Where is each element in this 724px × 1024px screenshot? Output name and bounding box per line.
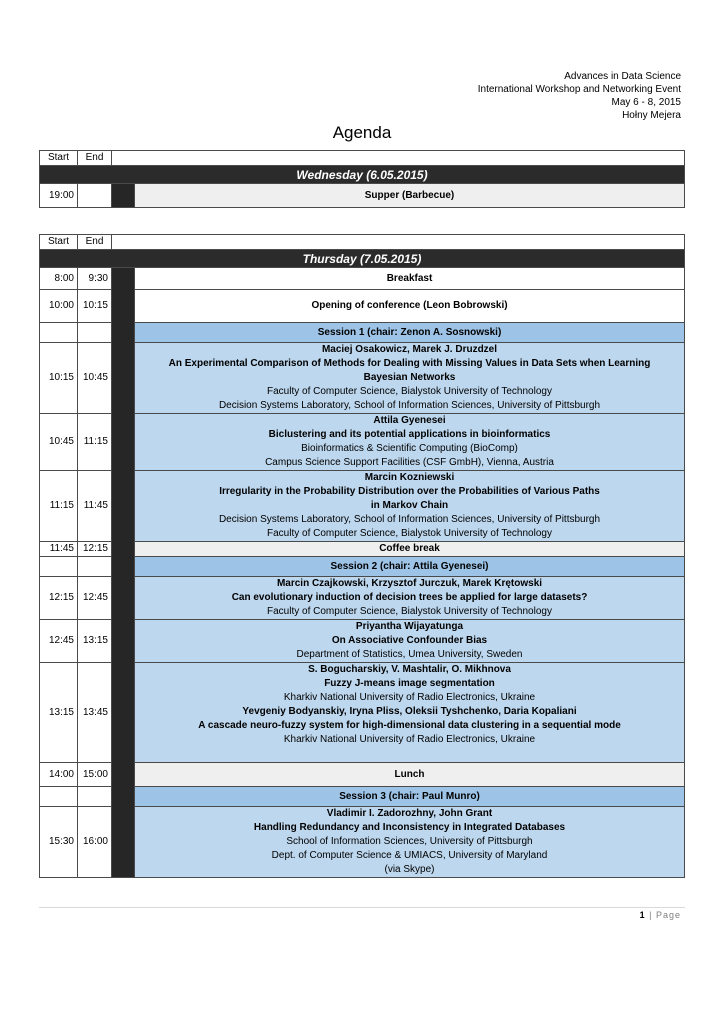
- page-label: Page: [655, 910, 681, 920]
- table-row: 13:15 13:45 S. Bogucharskiy, V. Mashtalir, O. Mikhnova Fuzzy J-means image segmentation Kharkiv National University of Radio Electronics, Ukraine Yevgeniy Bodyanskiy, Iryna Pliss, Oleksii Tyshchenko, Daria Kopaliani A cascade neuro-fuzzy system for high-dimensional data clustering in a sequential mode Kharkiv National University of Radio Electronics, Ukraine: [40, 663, 685, 763]
- talk-cell: Attila Gyenesei Biclustering and its potential applications in bioinformatics Bioinformatics & Scientific Computing (BioComp) Campus Science Support Facilities (CSF GmbH), Vienna, Austria: [135, 414, 685, 471]
- col-end-header: End: [78, 235, 112, 250]
- col-start-header: Start: [40, 235, 78, 250]
- thursday-table: [39, 234, 685, 878]
- session-header: Session 3 (chair: Paul Munro): [40, 787, 685, 807]
- table-row: 15:30 16:00 Vladimir I. Zadorozhny, John Grant Handling Redundancy and Inconsistency in Integrated Databases School of Information Sciences, University of Pittsburgh Dept. of Computer Science & UMIACS, University of Maryland (via Skype): [40, 807, 685, 878]
- table-row: 14:00 15:00 Lunch: [40, 763, 685, 787]
- day-header-thursday: Thursday (7.05.2015): [40, 250, 685, 268]
- table-row: 10:15 10:45 Maciej Osakowicz, Marek J. Druzdzel An Experimental Comparison of Methods for Dealing with Missing Values in Data Sets when Learning Bayesian Networks Faculty of Computer Science, Bialystok University of Technology Decision Systems Laboratory, School of Information Sciences, University of Pittsburgh: [40, 343, 685, 414]
- col-end-header: End: [78, 151, 112, 166]
- table-row: 12:45 13:15 Priyantha Wijayatunga On Associative Confounder Bias Department of Statistics, Umea University, Sweden: [40, 620, 685, 663]
- event-name: Advances in Data Science: [564, 71, 681, 82]
- event-header: [478, 70, 681, 122]
- wednesday-table: [39, 150, 685, 208]
- footer-separator: |: [645, 910, 656, 920]
- col-start-header: Start: [40, 151, 78, 166]
- session-header: Session 1 (chair: Zenon A. Sosnowski): [40, 323, 685, 343]
- table-row: 11:15 11:45 Marcin Kozniewski Irregularity in the Probability Distribution over the Probabilities of Various Paths in Markov Chain Decision Systems Laboratory, School of Information Sciences, University of Pittsburgh Faculty of Computer Science, Bialystok University of Technology: [40, 471, 685, 542]
- table-row: 12:15 12:45 Marcin Czajkowski, Krzysztof Jurczuk, Marek Krętowski Can evolutionary induction of decision trees be applied for large datasets? Faculty of Computer Science, Bialystok University of Technology: [40, 577, 685, 620]
- talk-cell: Marcin Kozniewski Irregularity in the Probability Distribution over the Probabilities of Various Paths in Markov Chain Decision Systems Laboratory, School of Information Sciences, University of Pittsburgh Faculty of Computer Science, Bialystok University of Technology: [135, 471, 685, 542]
- table-row: 10:45 11:15 Attila Gyenesei Biclustering and its potential applications in bioinformatics Bioinformatics & Scientific Computing (BioComp) Campus Science Support Facilities (CSF GmbH), Vienna, Austria: [40, 414, 685, 471]
- table-row: 19:00 Supper (Barbecue): [40, 184, 685, 208]
- session-header: Session 2 (chair: Attila Gyenesei): [40, 557, 685, 577]
- day-header-wednesday: Wednesday (6.05.2015): [40, 166, 685, 184]
- talk-cell: Marcin Czajkowski, Krzysztof Jurczuk, Marek Krętowski Can evolutionary induction of decision trees be applied for large datasets? Faculty of Computer Science, Bialystok University of Technology: [135, 577, 685, 620]
- talk-cell: S. Bogucharskiy, V. Mashtalir, O. Mikhnova Fuzzy J-means image segmentation Kharkiv National University of Radio Electronics, Ukraine Yevgeniy Bodyanskiy, Iryna Pliss, Oleksii Tyshchenko, Daria Kopaliani A cascade neuro-fuzzy system for high-dimensional data clustering in a sequential mode Kharkiv National University of Radio Electronics, Ukraine: [135, 663, 685, 763]
- page-title: Agenda: [332, 123, 392, 142]
- event-dates: May 6 - 8, 2015: [611, 97, 681, 108]
- event-subtitle: International Workshop and Networking Event: [477, 84, 681, 95]
- talk-cell: Maciej Osakowicz, Marek J. Druzdzel An Experimental Comparison of Methods for Dealing with Missing Values in Data Sets when Learning Bayesian Networks Faculty of Computer Science, Bialystok University of Technology Decision Systems Laboratory, School of Information Sciences, University of Pittsburgh: [135, 343, 685, 414]
- talk-cell: Vladimir I. Zadorozhny, John Grant Handling Redundancy and Inconsistency in Integrated Databases School of Information Sciences, University of Pittsburgh Dept. of Computer Science & UMIACS, University of Maryland (via Skype): [135, 807, 685, 878]
- table-row: 10:00 10:15 Opening of conference (Leon Bobrowski): [40, 290, 685, 323]
- event-location: Hołny Mejera: [622, 110, 681, 121]
- talk-cell: Priyantha Wijayatunga On Associative Confounder Bias Department of Statistics, Umea University, Sweden: [135, 620, 685, 663]
- page-number: 1: [639, 910, 646, 920]
- table-row: 11:45 12:15 Coffee break: [40, 542, 685, 557]
- footer-divider: [39, 907, 685, 908]
- table-row: 8:00 9:30 Breakfast: [40, 268, 685, 290]
- page-footer: [640, 910, 681, 920]
